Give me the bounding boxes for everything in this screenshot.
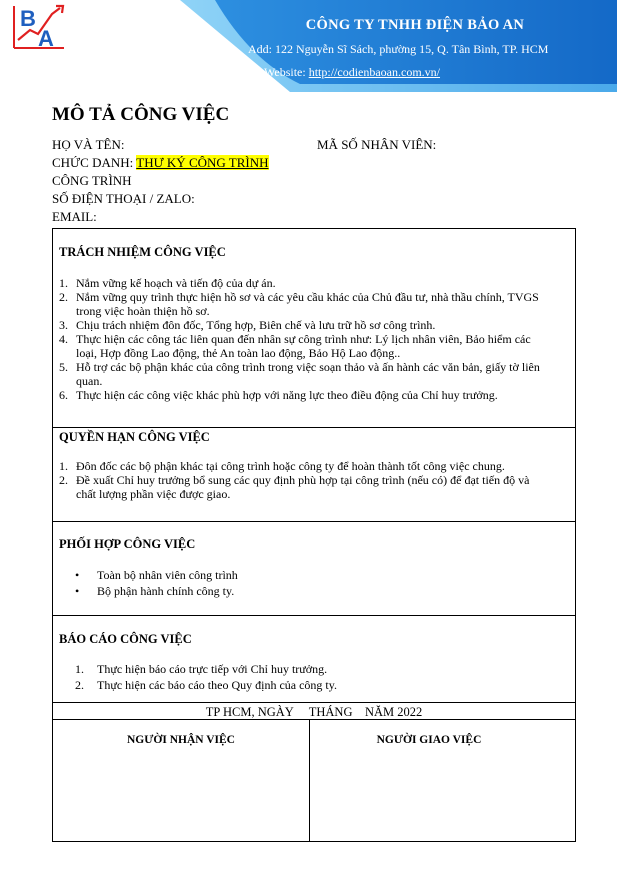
receiver-signature-label: NGƯỜI NHẬN VIỆC xyxy=(127,734,235,746)
reporting-title: BÁO CÁO CÔNG VIỆC xyxy=(59,632,192,646)
list-item: 2. Đề xuất Chỉ huy trưởng bổ sung các quy định phù hợp tại công trình (nếu có) để đạt tiến độ và chất lượng phần việc được giao. xyxy=(59,473,530,501)
list-item: 3. Chịu trách nhiệm đôn đốc, Tổng hợp, Biên chế và lưu trữ hồ sơ công trình. xyxy=(59,318,436,332)
name-field-label: HỌ VÀ TÊN: xyxy=(52,137,125,152)
website-label: Website: xyxy=(264,65,309,79)
list-item: • Bộ phận hành chính công ty. xyxy=(75,584,235,598)
signature-date-line: TP HCM, NGÀY THÁNG NĂM 2022 xyxy=(205,705,423,719)
list-item: 4. Thực hiện các công tác liên quan đến nhân sự công trình như: Lý lịch nhân viên, Bảo hiểm các loại, Hợp đồng Lao động, thẻ An toàn lao động, Bảo Hộ Lao động.. xyxy=(59,332,531,360)
company-address: Add: 122 Nguyễn Sĩ Sách, phường 15, Q. Tân Bình, TP. HCM xyxy=(248,42,549,56)
company-website xyxy=(264,65,440,80)
list-item: 5. Hỗ trợ các bộ phận khác của công trình trong việc soạn thảo và ấn hành các văn bản, giấy tờ liên quan. xyxy=(59,360,540,388)
site-field-label: CÔNG TRÌNH xyxy=(52,173,132,188)
responsibilities-list xyxy=(59,276,549,402)
company-name: CÔNG TY TNHH ĐIỆN BẢO AN xyxy=(305,17,525,33)
job-description-table xyxy=(52,228,576,842)
responsibilities-title: TRÁCH NHIỆM CÔNG VIỆC xyxy=(59,245,226,259)
section-divider xyxy=(53,702,575,703)
list-item: • Toàn bộ nhân viên công trình xyxy=(75,568,238,582)
list-item: 2. Thực hiện các báo cáo theo Quy định của công ty. xyxy=(75,678,337,692)
authority-title: QUYỀN HẠN CÔNG VIỆC xyxy=(59,430,210,444)
reporting-list xyxy=(75,662,535,692)
list-item: 1. Thực hiện báo cáo trực tiếp với Chỉ huy trưởng. xyxy=(75,662,328,676)
phone-field-label: SỐ ĐIỆN THOẠI / ZALO: xyxy=(52,191,195,206)
section-divider xyxy=(53,521,575,522)
section-divider xyxy=(53,427,575,428)
position-label: CHỨC DANH: xyxy=(52,155,134,170)
website-link[interactable]: http://codienbaoan.com.vn/ xyxy=(308,65,441,79)
coordination-title: PHỐI HỢP CÔNG VIỆC xyxy=(59,537,196,551)
coordination-list xyxy=(75,568,535,598)
employee-id-label: MÃ SỐ NHÂN VIÊN: xyxy=(317,137,437,152)
company-logo xyxy=(0,0,72,52)
document-title: MÔ TẢ CÔNG VIỆC xyxy=(52,104,230,125)
email-field-label: EMAIL: xyxy=(52,209,97,224)
assigner-signature-label: NGƯỜI GIAO VIỆC xyxy=(376,734,482,746)
section-divider xyxy=(53,615,575,616)
section-divider xyxy=(53,719,575,720)
list-item: 1. Nắm vững kế hoạch và tiến độ của dự án. xyxy=(59,276,276,290)
logo-letter-b: B xyxy=(20,6,36,31)
logo-letter-a: A xyxy=(38,26,54,51)
list-item: 6. Thực hiện các công việc khác phù hợp với năng lực theo điều động của Chỉ huy trưởng. xyxy=(59,388,498,402)
header-banner xyxy=(0,0,617,105)
position-value: THƯ KÝ CÔNG TRÌNH xyxy=(136,155,269,170)
list-item: 2. Nắm vững quy trình thực hiện hồ sơ và các yêu cầu khác của Chủ đầu tư, nhà thầu chính, TVGS trong việc hoàn thiện hồ sơ. xyxy=(59,290,539,318)
position-field xyxy=(52,155,269,171)
authority-list xyxy=(59,459,549,501)
list-item: 1. Đôn đốc các bộ phận khác tại công trình hoặc công ty để hoàn thành tốt công việc chung. xyxy=(59,459,505,473)
